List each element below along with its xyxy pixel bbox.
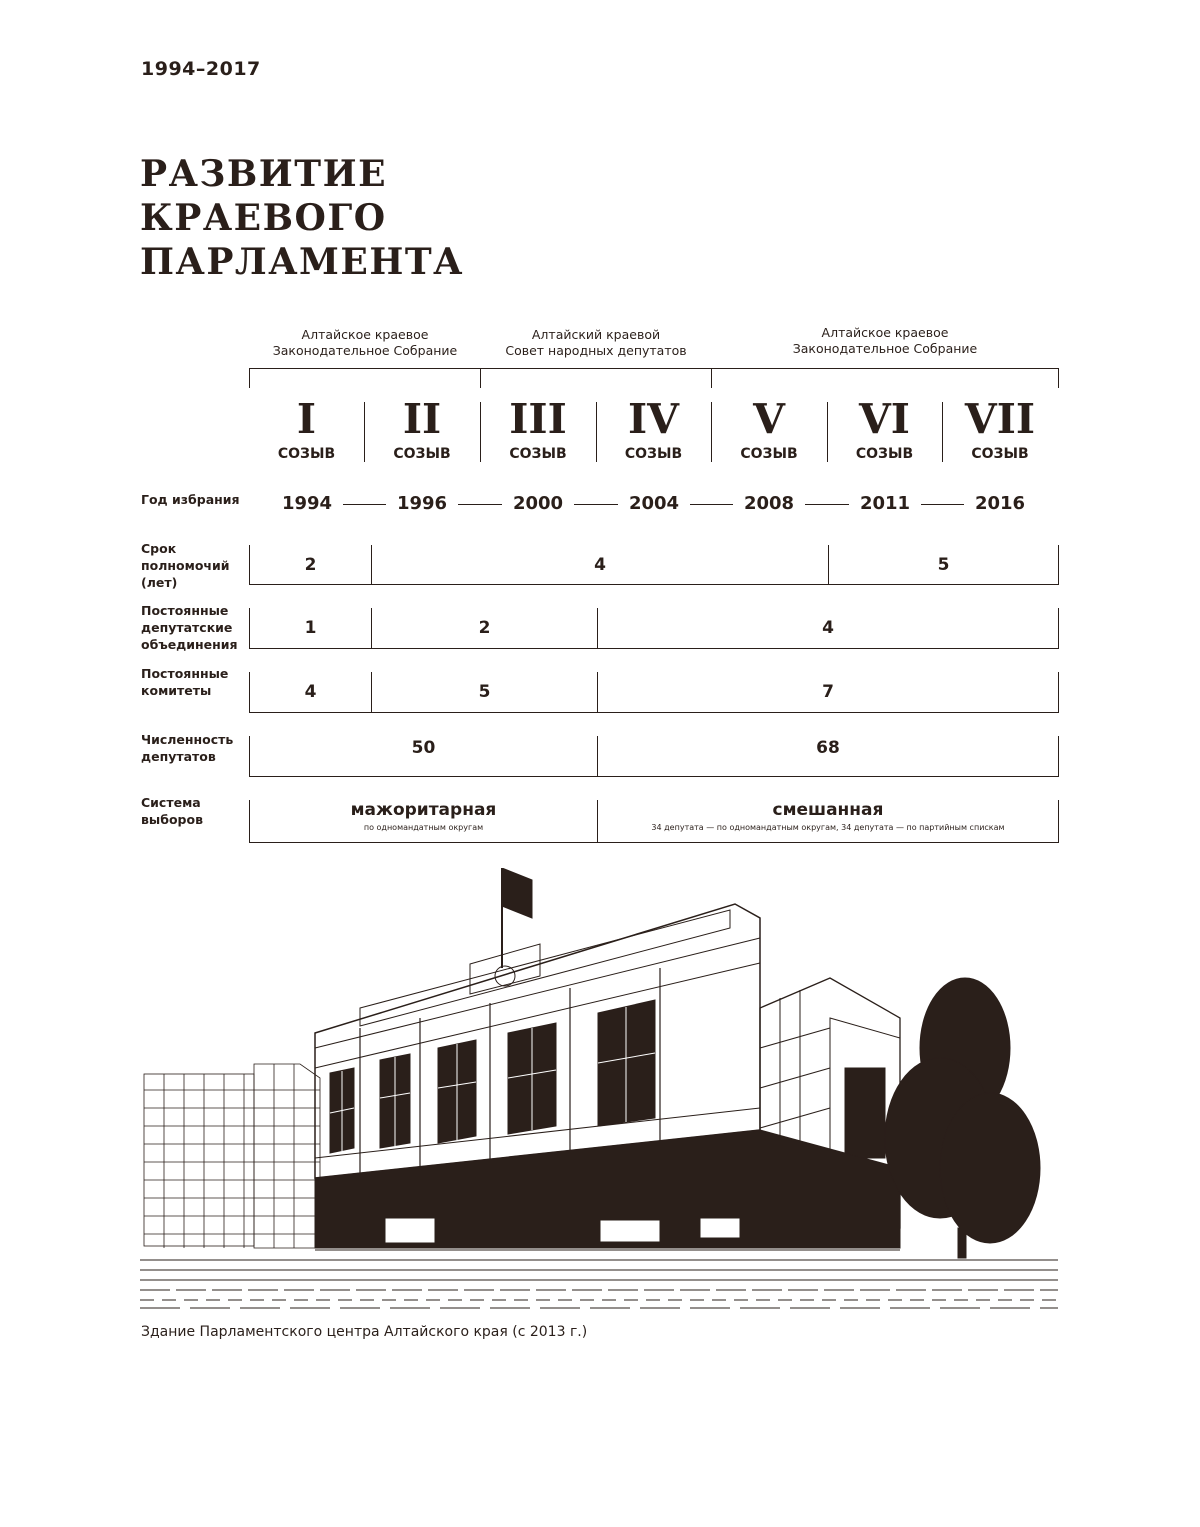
title-line-1: РАЗВИТИЕ (140, 153, 388, 195)
election-year: 2011 (859, 493, 911, 514)
committees-band (249, 672, 1059, 713)
organ-name-3 (712, 325, 1058, 357)
election-year: 2016 (974, 493, 1026, 514)
factions-cell (250, 608, 371, 648)
convocation-divider (364, 402, 365, 462)
system-cell (597, 800, 1058, 842)
organ-name-1-line-2: Законодательное Собрание (272, 343, 458, 358)
organ-bracket (249, 368, 1059, 369)
convocation-6 (827, 396, 942, 462)
system-band (249, 800, 1059, 843)
convocation-3 (480, 396, 596, 462)
deputies-band (249, 736, 1059, 777)
election-year: 1994 (281, 493, 333, 514)
convocation-label: СОЗЫВ (393, 446, 451, 462)
row-label-election-year (141, 491, 240, 508)
system-note: 34 депутата — по одномандатным округам, 34 депутата — по партийным спискам (651, 823, 1005, 832)
row-label-line: полномочий (141, 558, 230, 573)
year-connector (690, 504, 733, 505)
factions-value: 1 (304, 618, 317, 638)
row-label-line: Система (141, 795, 201, 810)
row-label-line: Постоянные (141, 666, 229, 681)
convocation-4 (596, 396, 711, 462)
row-label-system (141, 794, 203, 828)
row-label-line: (лет) (141, 575, 178, 590)
row-label-deputies (141, 731, 233, 765)
bracket-tick (711, 368, 712, 388)
term-cell (828, 545, 1058, 584)
committees-cell (597, 672, 1058, 712)
system-name: мажоритарная (350, 800, 497, 820)
factions-cell (371, 608, 597, 648)
deputies-cell (250, 736, 597, 776)
system-name: смешанная (772, 800, 884, 820)
convocation-5 (711, 396, 827, 462)
convocation-label: СОЗЫВ (855, 446, 914, 462)
convocation-label: СОЗЫВ (277, 446, 336, 462)
row-label-line: депутатские (141, 620, 233, 635)
row-label-line: Год избрания (141, 492, 240, 507)
election-year: 2008 (743, 493, 795, 514)
factions-cell (597, 608, 1058, 648)
row-label-line: Постоянные (141, 603, 229, 618)
committees-cell (371, 672, 597, 712)
tree (885, 978, 1040, 1258)
factions-value: 4 (822, 618, 834, 638)
convocation-7 (942, 396, 1058, 462)
image-caption: Здание Парламентского центра Алтайского края (с 2013 г.) (141, 1324, 588, 1340)
election-year: 1996 (396, 493, 448, 514)
deputies-value: 50 (411, 738, 436, 758)
year-connector (574, 504, 618, 505)
convocation-2 (364, 396, 480, 462)
term-value: 4 (594, 554, 606, 575)
row-label-committees (141, 665, 228, 699)
organ-name-2-line-1: Алтайский краевой (531, 327, 661, 342)
period-label: 1994–2017 (141, 58, 261, 80)
year-connector (921, 504, 964, 505)
organ-name-1-line-1: Алтайское краевое (301, 327, 429, 342)
convocation-1 (249, 396, 364, 462)
row-label-line: объединения (141, 637, 238, 652)
committees-value: 4 (304, 682, 317, 702)
system-note: по одномандатным округам (363, 823, 484, 832)
year-connector (805, 504, 849, 505)
convocation-numeral: II (402, 395, 442, 443)
committees-cell (250, 672, 371, 712)
organ-name-2 (481, 327, 711, 359)
row-label-line: Срок (141, 541, 177, 556)
system-cell (250, 800, 597, 842)
term-cell (371, 545, 828, 584)
deputies-value: 68 (816, 738, 840, 758)
organ-name-1 (250, 327, 480, 359)
bracket-tick (480, 368, 481, 388)
page-title (140, 152, 464, 284)
convocation-label: СОЗЫВ (624, 446, 683, 462)
convocation-label: СОЗЫВ (740, 446, 798, 462)
convocation-numeral: VII (964, 395, 1036, 443)
title-line-2: КРАЕВОГО (140, 197, 387, 239)
convocation-numeral: III (509, 395, 567, 443)
term-band (249, 545, 1059, 585)
convocation-numeral: I (296, 395, 317, 443)
committees-value: 5 (478, 682, 491, 702)
organ-name-3-line-2: Законодательное Собрание (792, 341, 978, 356)
convocation-label: СОЗЫВ (509, 446, 567, 462)
parliament-building-illustration (140, 868, 1058, 1310)
convocation-divider (596, 402, 597, 462)
committees-value: 7 (822, 682, 834, 702)
election-year: 2004 (628, 493, 680, 514)
convocation-divider (480, 402, 481, 462)
bracket-tick (249, 368, 250, 388)
ground-lines (140, 1260, 1058, 1308)
deputies-cell (597, 736, 1058, 776)
row-label-factions (141, 602, 238, 653)
row-label-term (141, 540, 230, 591)
organ-name-3-line-1: Алтайское краевое (821, 325, 949, 340)
left-background-building (144, 1064, 320, 1248)
convocation-numeral: VI (859, 395, 910, 443)
factions-value: 2 (478, 618, 491, 638)
row-label-line: депутатов (141, 749, 216, 764)
convocation-divider (711, 402, 712, 462)
convocation-numeral: V (753, 395, 785, 443)
row-label-line: комитеты (141, 683, 212, 698)
facade-windows (330, 1000, 655, 1153)
year-connector (458, 504, 502, 505)
term-cell (250, 545, 371, 584)
convocation-label: СОЗЫВ (971, 446, 1029, 462)
convocation-divider (942, 402, 943, 462)
convocation-numeral: IV (628, 395, 679, 443)
factions-band (249, 608, 1059, 649)
organ-name-2-line-2: Совет народных депутатов (505, 343, 687, 358)
election-year: 2000 (512, 493, 564, 514)
convocation-divider (827, 402, 828, 462)
row-label-line: Численность (141, 732, 234, 747)
bracket-tick (1058, 368, 1059, 388)
title-line-3: ПАРЛАМЕНТА (140, 241, 464, 283)
year-connector (343, 504, 386, 505)
term-value: 5 (937, 554, 950, 575)
row-label-line: выборов (141, 812, 203, 827)
term-value: 2 (304, 554, 317, 575)
